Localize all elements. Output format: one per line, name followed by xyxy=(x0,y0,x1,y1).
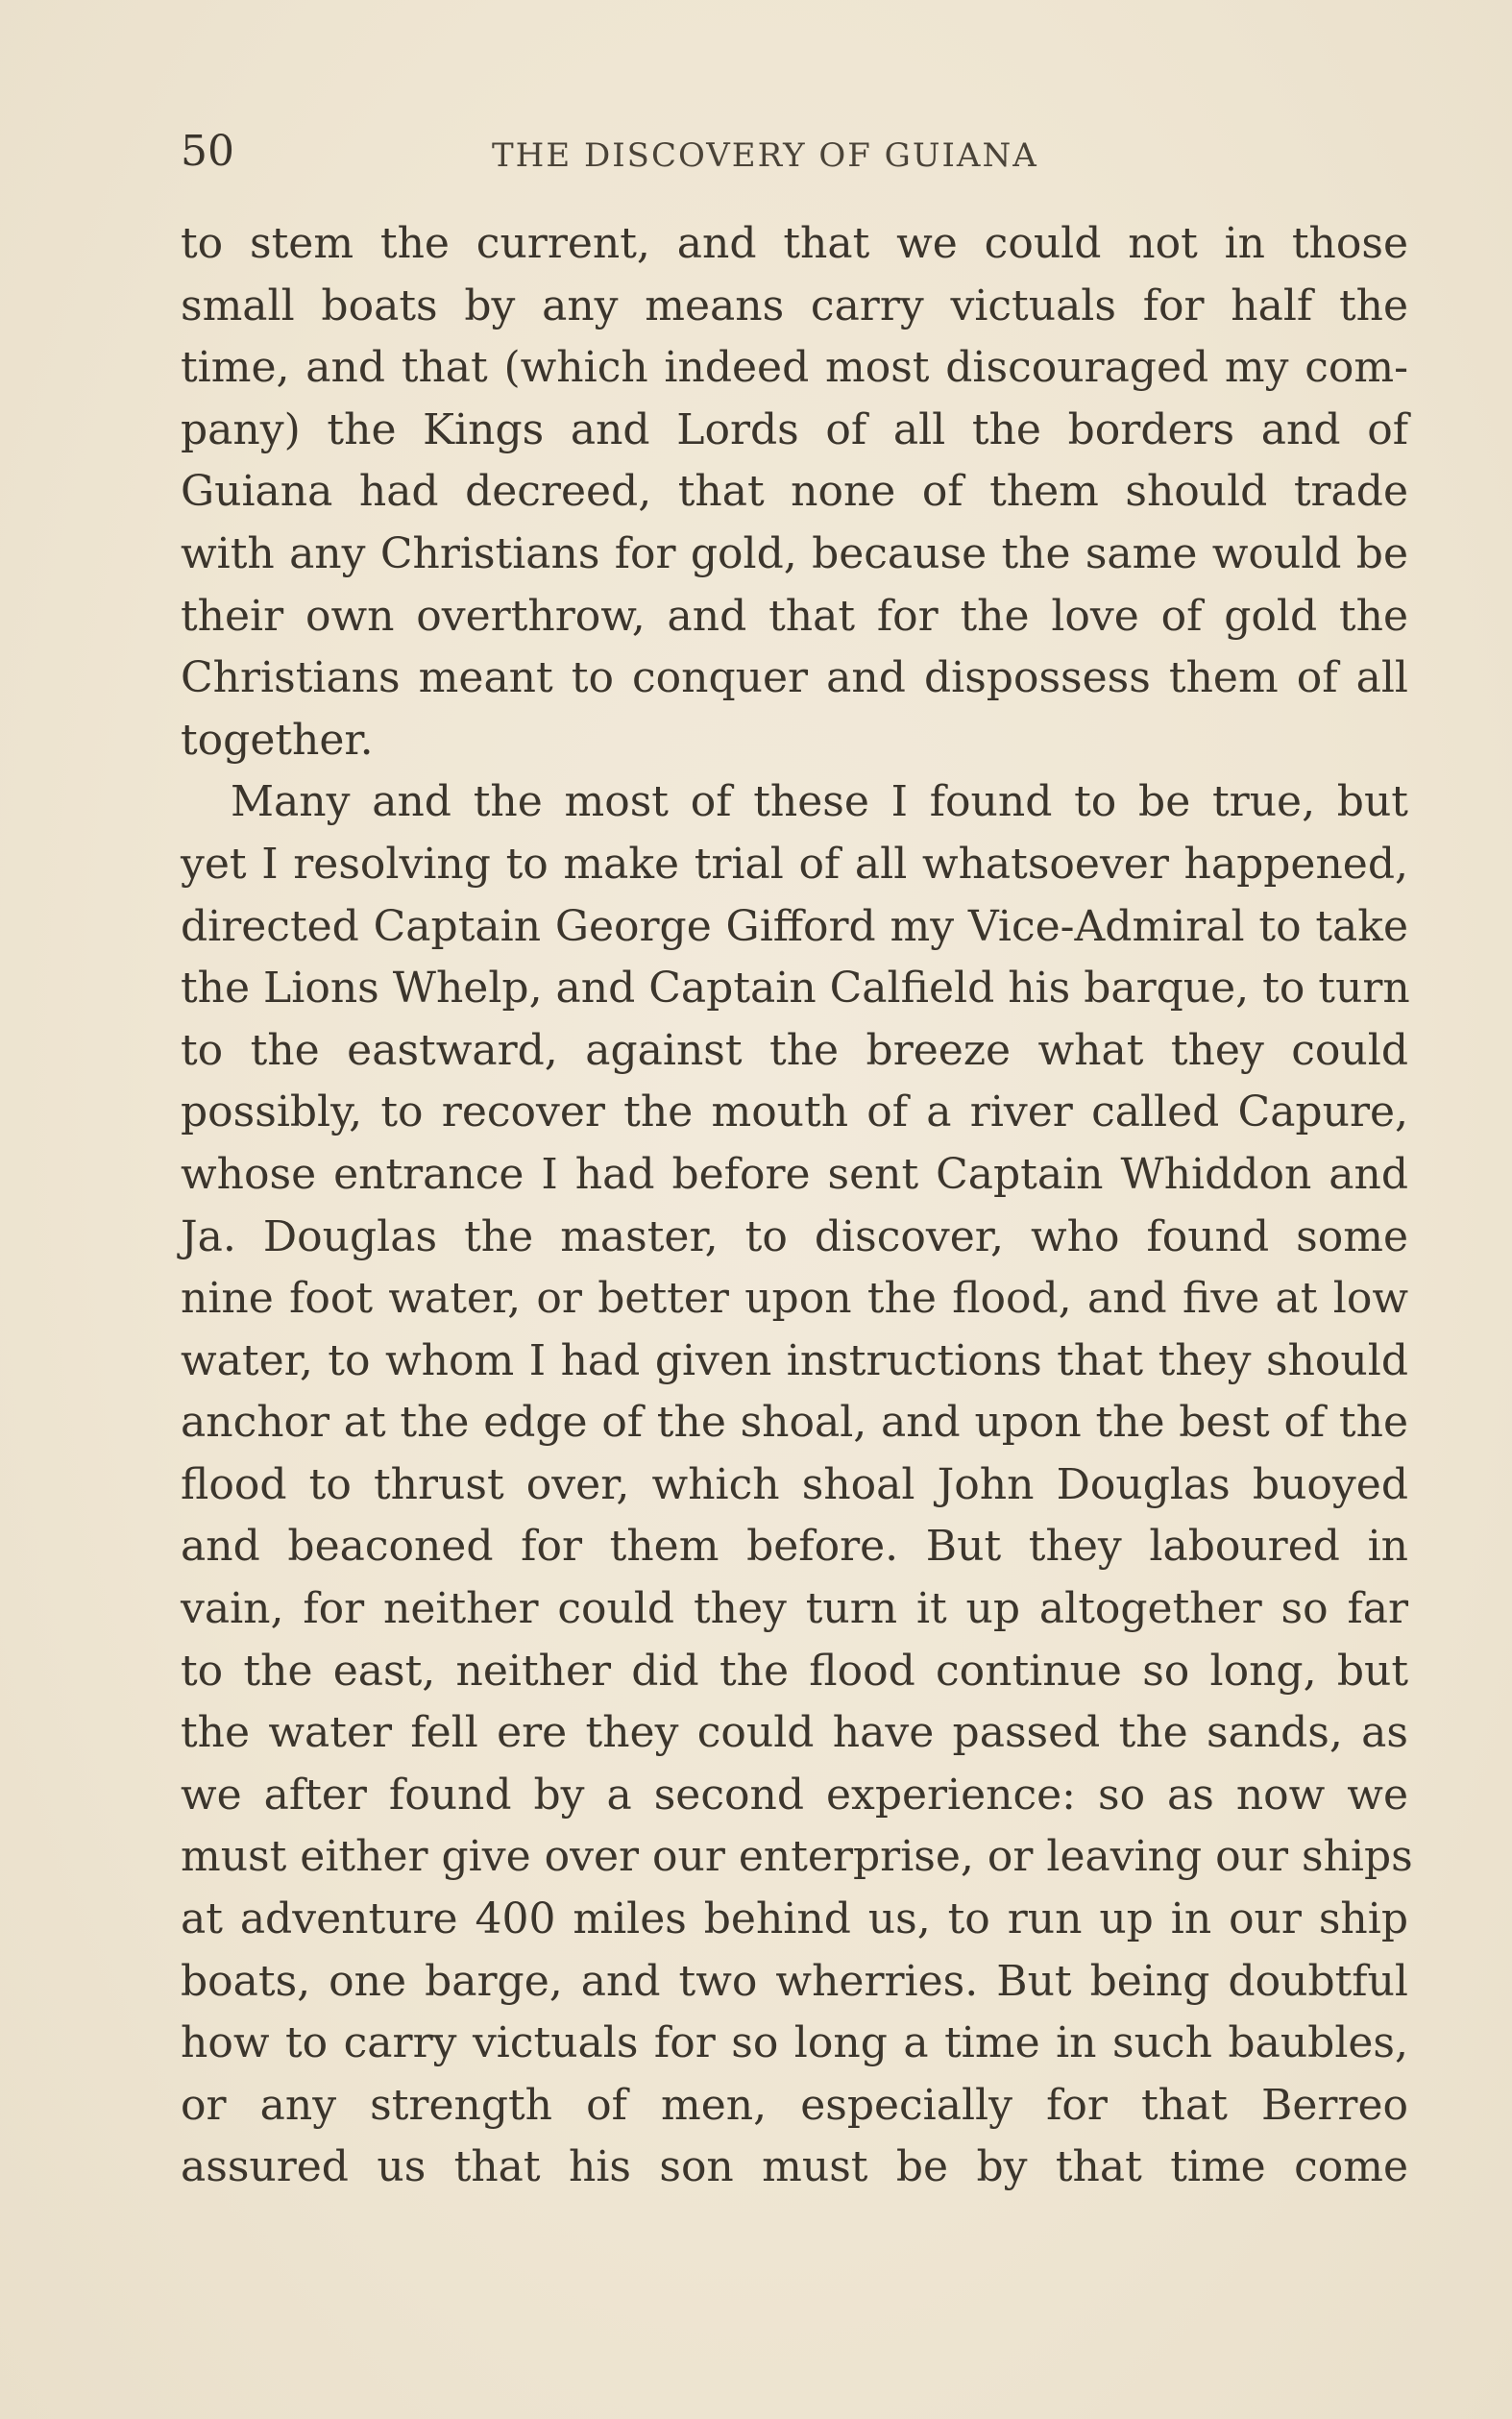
text-line: with any Christians for gold, because the same would be xyxy=(181,528,1408,578)
text-line: how to carry victuals for so long a time in such baubles, xyxy=(181,2018,1408,2068)
text-line: Ja. Douglas the master, to discover, who found some xyxy=(181,1211,1408,1261)
text-line: boats, one barge, and two wherries. But being doubtful xyxy=(181,1956,1408,2006)
text-line: directed Captain George Gifford my Vice-Admiral to take xyxy=(181,901,1408,951)
text-line: possibly, to recover the mouth of a river called Capure, xyxy=(181,1087,1408,1137)
text-line: Christians meant to conquer and dispossess them of all xyxy=(181,653,1408,703)
text-line: Guiana had decreed, that none of them should trade xyxy=(181,467,1408,517)
text-line: pany) the Kings and Lords of all the borders and of xyxy=(181,404,1408,454)
paragraph-1 xyxy=(181,213,1408,771)
text-line: must either give over our enterprise, or leaving our ships xyxy=(181,1832,1413,1882)
text-line: to stem the current, and that we could not in those xyxy=(181,219,1408,268)
text-line: small boats by any means carry victuals for half the xyxy=(181,281,1408,330)
text-line: their own overthrow, and that for the love of gold the xyxy=(181,591,1408,641)
paragraph-2 xyxy=(181,771,1413,2199)
text-line: yet I resolving to make trial of all whatsoever happened, xyxy=(181,839,1408,889)
text-line: water, to whom I had given instructions that they should xyxy=(181,1335,1408,1385)
text-line: the water fell ere they could have passed the sands, as xyxy=(181,1708,1408,1758)
text-line: anchor at the edge of the shoal, and upon the best of the xyxy=(181,1398,1408,1448)
text-line: we after found by a second experience: so as now we xyxy=(181,1770,1408,1820)
text-line: and beaconed for them before. But they laboured in xyxy=(181,1522,1408,1572)
text-line: assured us that his son must be by that time come xyxy=(181,2142,1408,2192)
text-line: or any strength of men, especially for that Berreo xyxy=(181,2080,1408,2130)
text-line: nine foot water, or better upon the flood, and five at low xyxy=(181,1274,1408,1324)
text-line: whose entrance I had before sent Captain Whiddon and xyxy=(181,1149,1408,1199)
text-line: to the eastward, against the breeze what they could xyxy=(181,1025,1408,1075)
text-line: flood to thrust over, which shoal John Douglas buoyed xyxy=(181,1459,1408,1509)
text-line: time, and that (which indeed most discouraged my com- xyxy=(181,343,1408,393)
text-line: the Lions Whelp, and Captain Calfield his barque, to turn xyxy=(181,964,1410,1014)
text-line: Many and the most of these I found to be true, but xyxy=(231,777,1408,827)
body-text xyxy=(181,213,1413,2199)
text-line: at adventure 400 miles behind us, to run up in our ship xyxy=(181,1894,1408,1944)
text-line: vain, for neither could they turn it up altogether so far xyxy=(181,1584,1408,1634)
page-header xyxy=(181,123,1408,181)
running-title: THE DISCOVERY OF GUIANA xyxy=(492,136,1038,175)
text-line: to the east, neither did the flood continue so long, but xyxy=(181,1646,1408,1696)
page-number: 50 xyxy=(181,127,234,176)
text-line: together. xyxy=(181,715,374,765)
